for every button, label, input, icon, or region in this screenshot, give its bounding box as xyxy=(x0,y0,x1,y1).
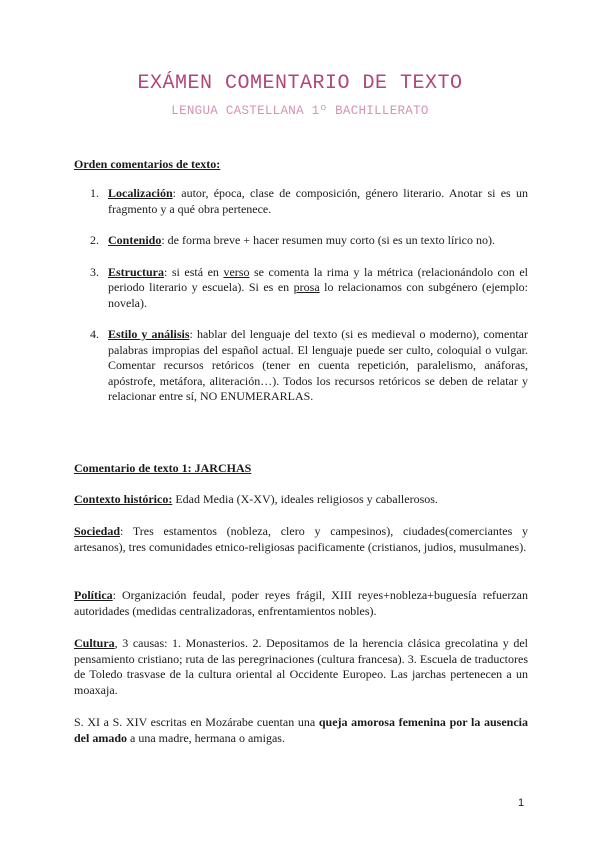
orden-heading: Orden comentarios de texto: xyxy=(74,157,221,171)
item-number: 4. xyxy=(90,327,99,341)
sociedad-label: Sociedad xyxy=(74,524,121,538)
jarchas-summary-paragraph xyxy=(74,715,528,746)
orden-item xyxy=(74,186,528,217)
item-text: lo relacionamos con subgénero (ejemplo: novela). xyxy=(108,280,529,310)
item-text: : autor, época, clase de composición, género literario. Anotar si es un fragmento y a qué obra pertenece. xyxy=(108,186,528,216)
item-number: 3. xyxy=(90,264,99,279)
cultura-paragraph xyxy=(74,636,528,698)
politica-label: Política xyxy=(74,588,113,602)
contexto-text: Edad Media (X-XV), ideales religiosos y caballerosos. xyxy=(172,492,438,506)
item-text: se comenta la rima y la métrica (relacionándolo con el periodo literario y escuela). Si es en xyxy=(108,264,528,294)
prosa-term: prosa xyxy=(293,280,320,294)
sociedad-paragraph xyxy=(74,524,528,555)
orden-item xyxy=(74,327,528,405)
document-subtitle: LENGUA CASTELLANA 1º BACHILLERATO xyxy=(171,104,429,118)
item-label: Estilo y análisis xyxy=(108,327,190,341)
contexto-label: Contexto histórico: xyxy=(74,492,173,506)
item-label: Localización xyxy=(108,186,173,200)
politica-paragraph xyxy=(74,588,528,619)
orden-item xyxy=(74,265,528,312)
document-title: EXÁMEN COMENTARIO DE TEXTO xyxy=(137,72,463,95)
summary-text: a una madre, hermana o amigas. xyxy=(127,730,285,745)
page-number: 1 xyxy=(518,797,525,809)
cultura-label: Cultura xyxy=(74,636,115,650)
politica-text: : Organización feudal, poder reyes frágil, XIII reyes+nobleza+buguesía refuerzan autoridades (medidas centralizadoras, enfrentamientos nobles). xyxy=(74,588,528,618)
contexto-paragraph xyxy=(74,492,528,508)
item-number: 2. xyxy=(90,233,99,247)
sociedad-text: : Tres estamentos (nobleza, clero y campesinos), ciudades(comerciantes y artesanos), tres comunidades etnico-religiosas pacificamente (cristianos, judios, musulmanes). xyxy=(74,524,528,554)
item-number: 1. xyxy=(90,186,99,200)
item-text: : hablar del lenguaje del texto (si es medieval o moderno), comentar palabras impropias del español actual. El lenguaje puede ser culto, coloquial o vulgar. Comentar recursos retóricos (tener en cuenta repetición, paralelismo, anáforas, apóstrofe, metáfora, aliteración…). Todos los recursos retóricos se deben de relatar y relacionar entre sí, NO ENUMERARLAS. xyxy=(108,327,528,403)
item-label: Contenido xyxy=(108,233,162,247)
item-label: Estructura xyxy=(108,264,164,279)
item-text: : de forma breve + hacer resumen muy corto (si es un texto lírico no). xyxy=(161,233,495,247)
summary-highlight: queja amorosa femenina por la ausencia del amado xyxy=(74,715,528,745)
orden-item xyxy=(74,233,528,249)
summary-text: S. XI a S. XIV escritas en Mozárabe cuentan una xyxy=(74,715,319,729)
cultura-text: , 3 causas: 1. Monasterios. 2. Depositamos de la herencia clásica grecolatina y del pensamiento cristiano; ruta de las peregrinaciones (cultura francesa). 3. Escuela de traductores de Toledo trasvase de la cultura oriental al Occidente Europeo. Las jarchas pertenecen a un moaxaja. xyxy=(74,636,528,697)
orden-list xyxy=(74,186,528,421)
item-text: : si está en xyxy=(164,264,224,279)
comentario1-heading: Comentario de texto 1: JARCHAS xyxy=(74,461,252,475)
verso-term: verso xyxy=(223,264,250,279)
